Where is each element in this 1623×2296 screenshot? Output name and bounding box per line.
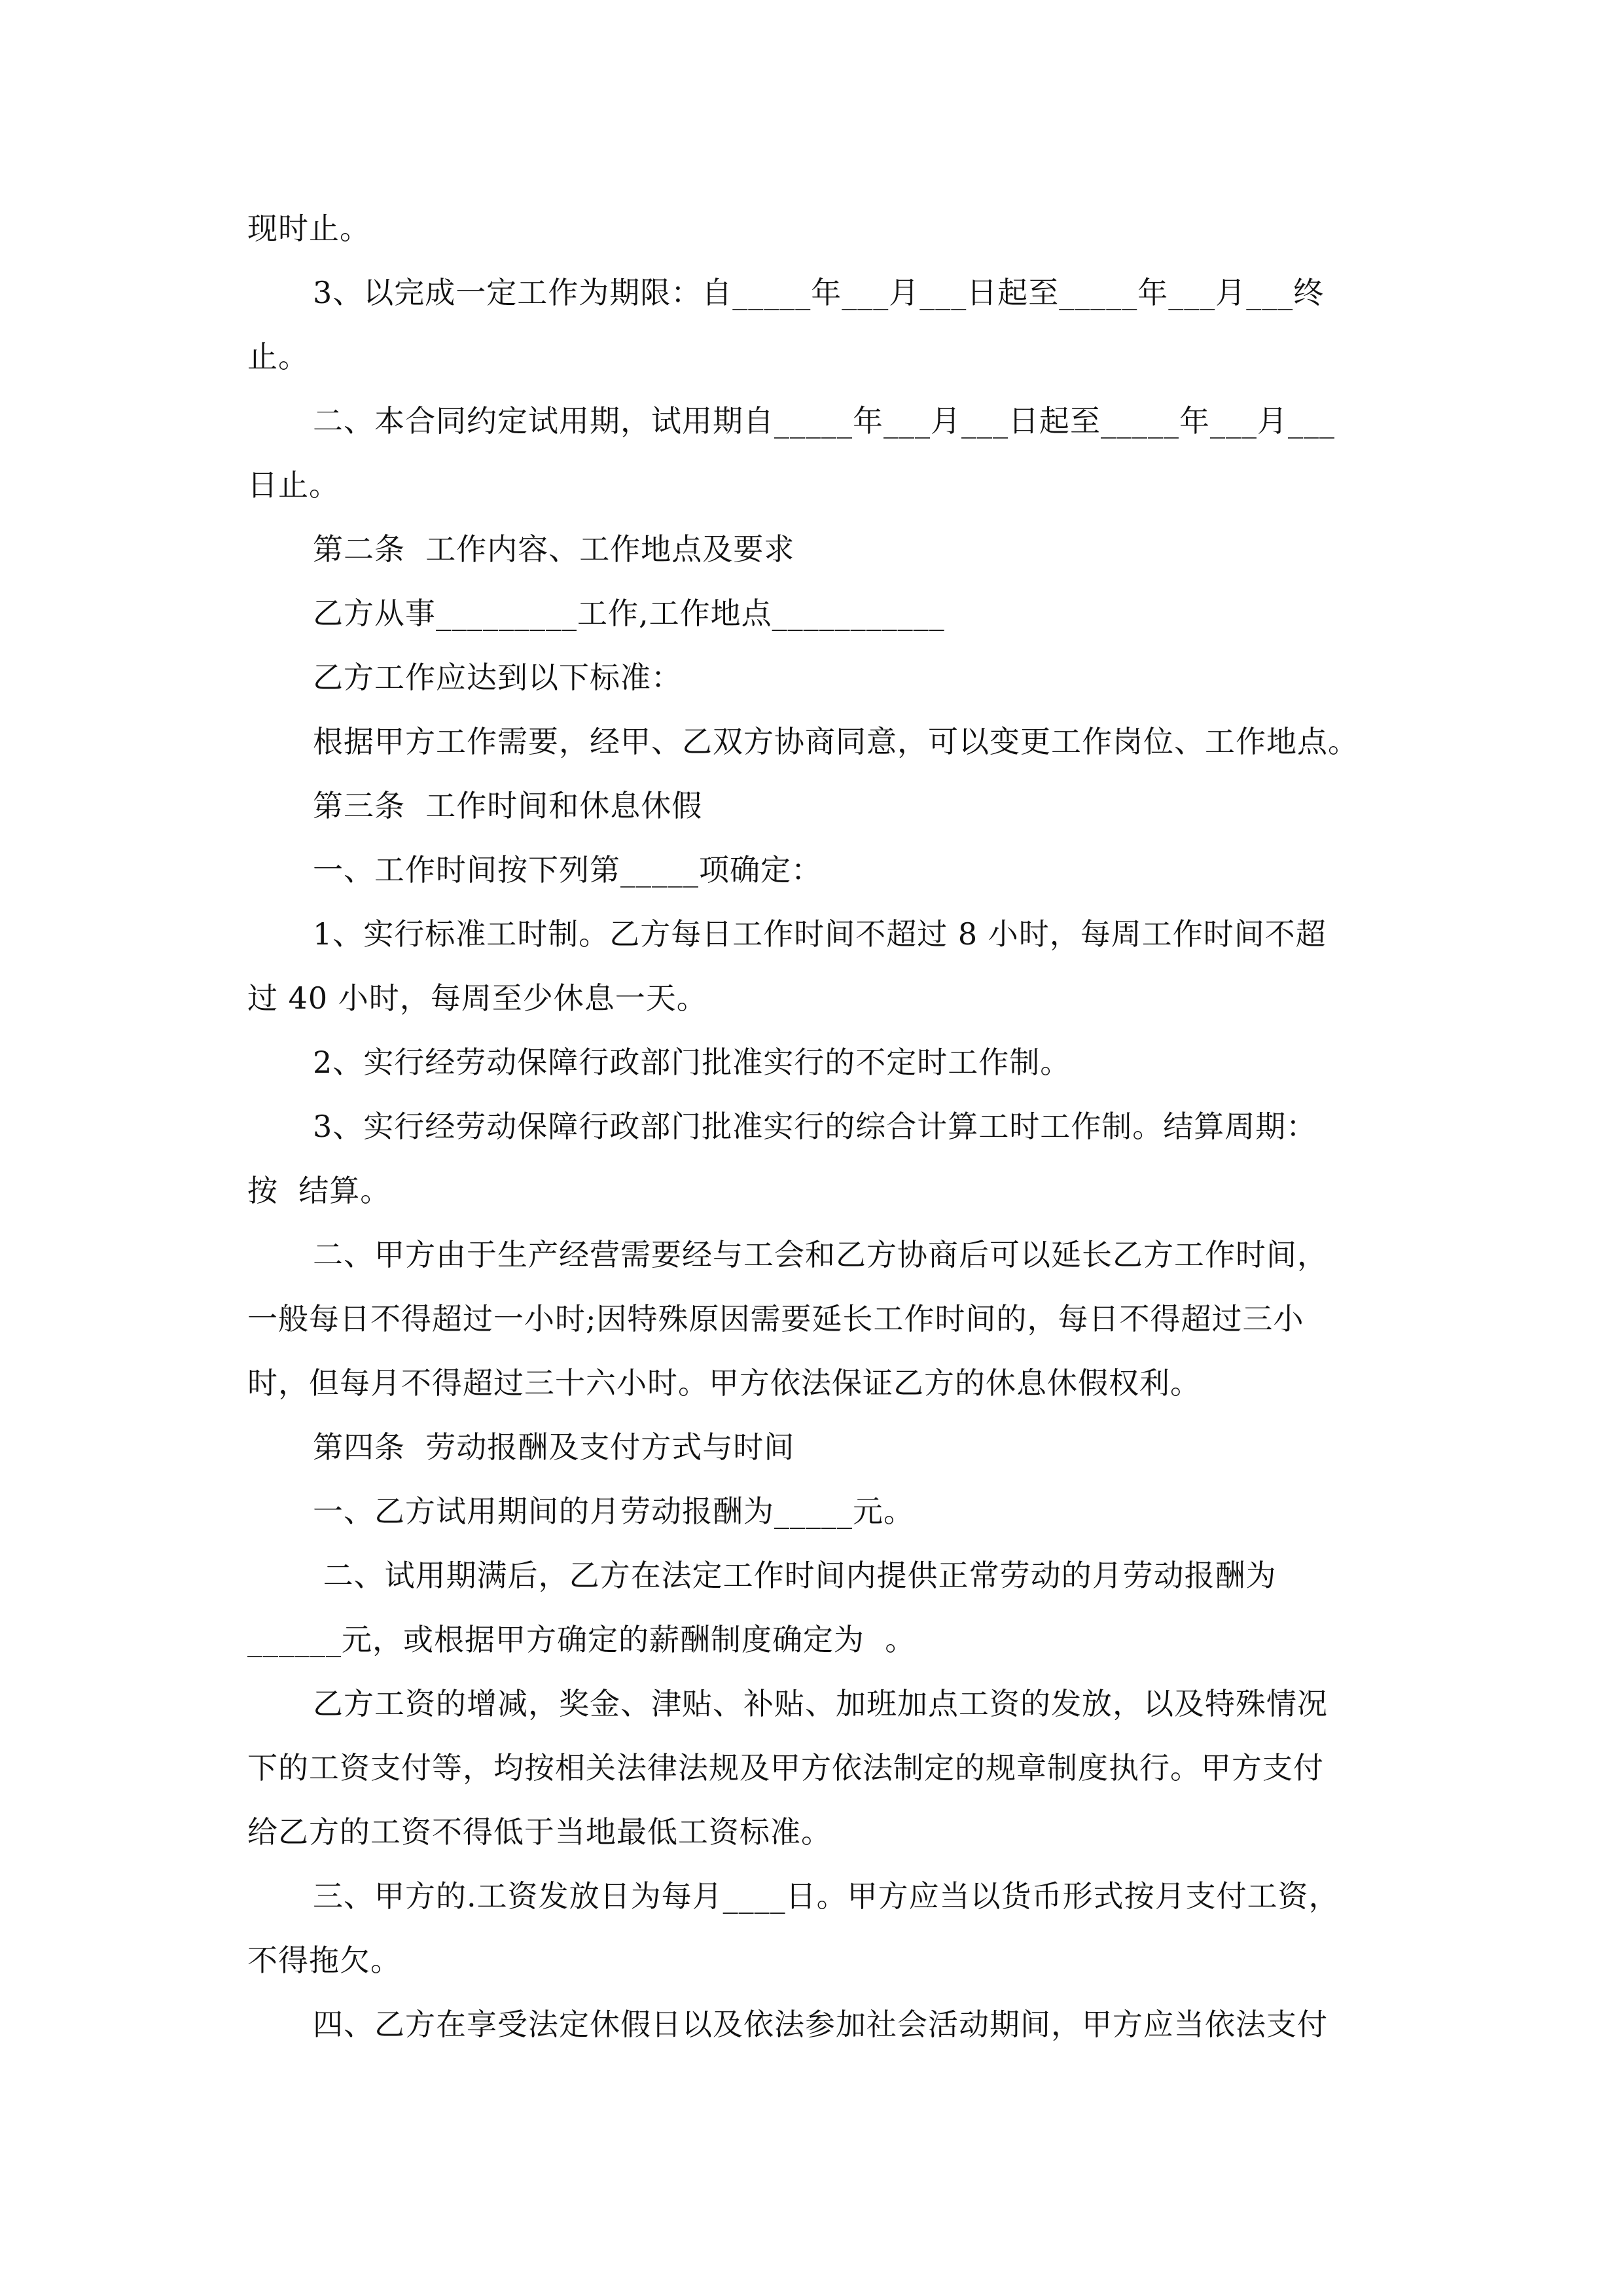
text-line: 一、工作时间按下列第_____项确定： (313, 852, 822, 888)
text-line: 三、甲方的.工资发放日为每月____日。甲方应当以货币形式按月支付工资， (313, 1878, 1340, 1914)
text-line: 根据甲方工作需要，经甲、乙双方协商同意，可以变更工作岗位、工作地点。 (313, 724, 1359, 759)
section-heading: 第四条 劳动报酬及支付方式与时间 (313, 1429, 795, 1465)
text-line: 3、实行经劳动保障行政部门批准实行的综合计算工时工作制。结算周期： (313, 1109, 1317, 1144)
text-line: 乙方工资的增减，奖金、津贴、补贴、加班加点工资的发放，以及特殊情况 (313, 1686, 1328, 1721)
section-heading: 第二条 工作内容、工作地点及要求 (313, 531, 795, 567)
text-line: 不得拖欠。 (247, 1943, 401, 1978)
text-line: 乙方从事_________工作,工作地点___________ (313, 596, 945, 631)
text-line: 时，但每月不得超过三十六小时。甲方依法保证乙方的休息休假权利。 (247, 1365, 1201, 1401)
text-line: 四、乙方在享受法定休假日以及依法参加社会活动期间，甲方应当依法支付 (313, 2007, 1328, 2042)
text-line: 下的工资支付等，均按相关法律法规及甲方依法制定的规章制度执行。甲方支付 (247, 1750, 1324, 1785)
text-line: 乙方工作应达到以下标准： (313, 660, 682, 695)
section-heading: 第三条 工作时间和休息休假 (313, 788, 703, 823)
text-line: 一、乙方试用期间的月劳动报酬为_____元。 (313, 1494, 914, 1529)
text-line: 2、实行经劳动保障行政部门批准实行的不定时工作制。 (313, 1045, 1071, 1080)
text-line: 二、试用期满后，乙方在法定工作时间内提供正常劳动的月劳动报酬为 (313, 1558, 1277, 1593)
text-line: 过 40 小时，每周至少休息一天。 (247, 980, 707, 1016)
text-line: 现时止。 (247, 211, 370, 246)
text-line: 3、以完成一定工作为期限：自_____年___月___日起至_____年___月___终 (313, 275, 1325, 310)
text-line: 一般每日不得超过一小时;因特殊原因需要延长工作时间的，每日不得超过三小 (247, 1301, 1304, 1336)
text-line: 按 结算。 (247, 1173, 391, 1208)
text-line: ______元，或根据甲方确定的薪酬制度确定为 。 (247, 1622, 916, 1657)
text-line: 二、本合同约定试用期，试用期自_____年___月___日起至_____年___月___ (313, 403, 1335, 439)
contract-body (247, 196, 1386, 2056)
text-line: 日止。 (247, 467, 340, 503)
text-line: 二、甲方由于生产经营需要经与工会和乙方协商后可以延长乙方工作时间， (313, 1237, 1328, 1272)
text-line: 止。 (247, 339, 309, 374)
text-line: 1、实行标准工时制。乙方每日工作时间不超过 8 小时，每周工作时间不超 (313, 916, 1327, 952)
text-line: 给乙方的工资不得低于当地最低工资标准。 (247, 1814, 832, 1850)
